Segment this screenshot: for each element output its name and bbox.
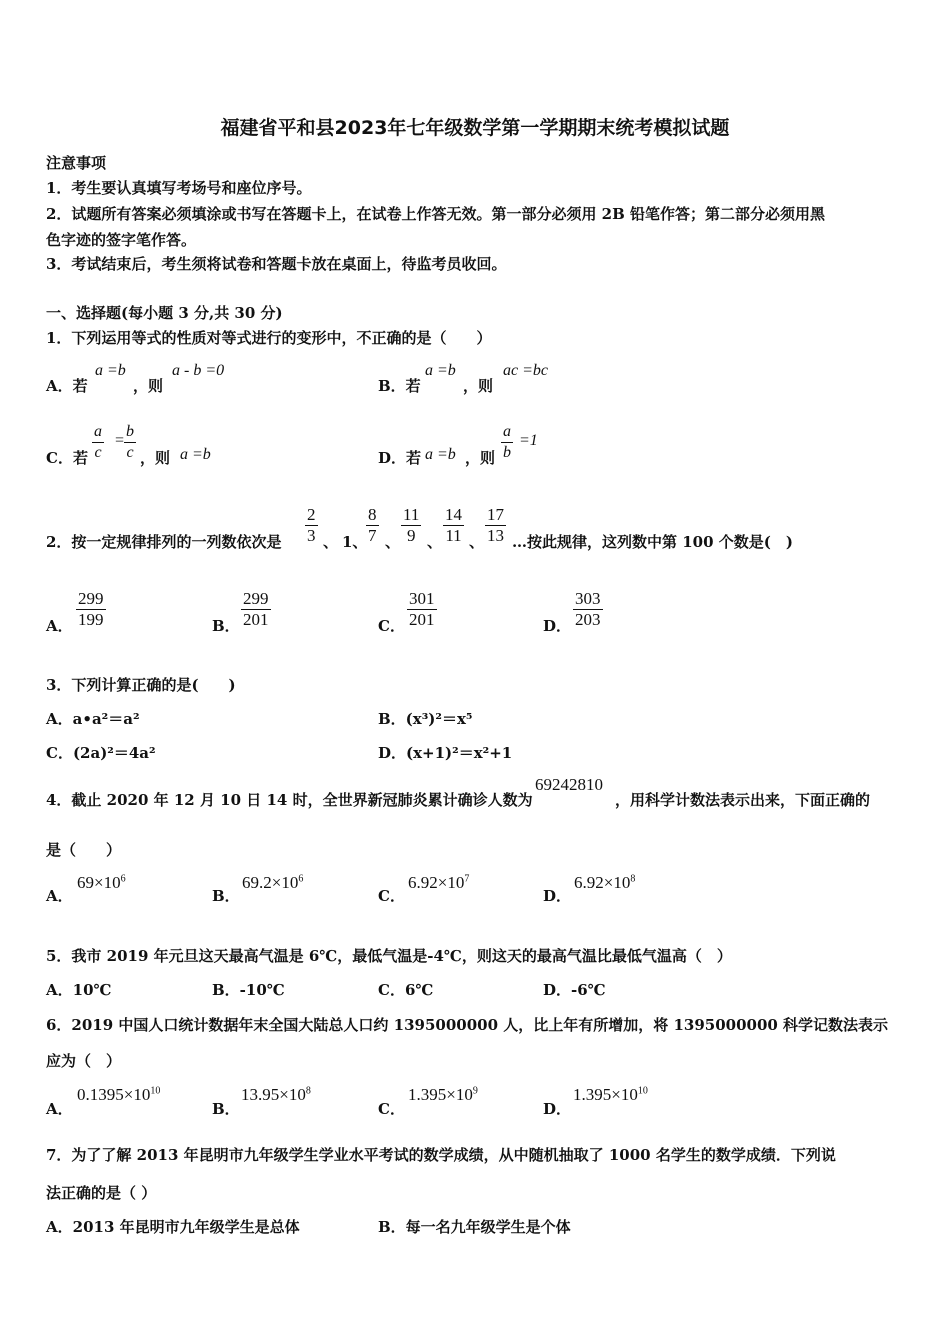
q2-seq-term: $\frac{11}{9}$ [403,505,420,545]
q6-option-b-value: $13.95\times 10^8$ [241,1085,311,1104]
q4-stem-line2: 是（ ） [46,841,122,859]
q1-option-a-result: a - b =0 [172,362,225,379]
q6-stem: 6．2019 中国人口统计数据年末全国大陆总人口约 1395000000 人，比上年有所增加，将 1395000000 科学记数法表示 [46,1016,889,1034]
q2-seq-term: $\frac{17}{13}$ [487,505,504,545]
q1-option-b-then: ，则 [463,377,494,395]
q4-option-d-value: $6.92\times 10^8$ [574,873,636,892]
q1-option-c-result: a =b [180,446,211,463]
q7-option-a: A．2013 年昆明市九年级学生是总体 [46,1218,300,1236]
q5-stem: 5．我市 2019 年元旦这天最高气温是 6℃，最低气温是-4℃，则这天的最高气温比最低气温高（ ） [46,947,732,965]
q2-stem: 2．按一定规律排列的一列数依次是 [46,533,282,551]
q2-option-d-value: $\frac{303}{203}$ [575,589,601,629]
q4-number: 69242810 [535,775,603,794]
q1-option-c-frac2: $\frac{b}{c}$ [126,423,134,461]
q7-stem: 7．为了了解 2013 年昆明市九年级学生学业水平考试的数学成绩，从中随机抽取了 1000 名学生的数学成绩．下列说 [46,1146,836,1164]
q3-option-b: B．(x³)²＝x⁵ [378,710,473,728]
q4-option-a-value: $69\times 10^6$ [77,873,126,892]
notice-item: 3．考试结束后，考生须将试卷和答题卡放在桌面上，待监考员收回。 [46,255,507,273]
q4-stem-end: ，用科学计数法表示出来，下面正确的 [615,791,871,809]
q1-option-c-then: ，则 [140,449,171,467]
q6-option-c-value: $1.395\times 10^9$ [408,1085,478,1104]
page-title: 福建省平和县2023年七年级数学第一学期期末统考模拟试题 [220,117,730,139]
q7-option-b: B．每一名九年级学生是个体 [378,1218,571,1236]
q3-stem: 3．下列计算正确的是( ) [46,676,236,694]
q5-option-a: A．10℃ [46,981,112,999]
q6-option-a-value: $0.1395\times 10^{10}$ [77,1085,161,1104]
q2-option-b-label: B． [212,617,240,635]
q2-option-c-value: $\frac{301}{201}$ [409,589,435,629]
q6-option-d-value: $1.395\times 10^{10}$ [573,1085,648,1104]
q6-option-c-label: C． [378,1100,405,1118]
q4-option-a-label: A． [46,887,73,905]
q2-separator: 、 [469,533,485,551]
q1-stem: 1．下列运用等式的性质对等式进行的变形中，不正确的是（ ） [46,329,492,347]
q2-option-d-label: D． [543,617,572,635]
q6-option-a-label: A． [46,1100,73,1118]
q4-option-c-value: $6.92\times 10^7$ [408,873,470,892]
q1-option-d-label: D．若 [378,449,422,467]
q2-separator: 、 [427,533,443,551]
q1-option-a-label: A．若 [46,377,88,395]
q3-option-c: C．(2a)²＝4a² [46,744,156,762]
q4-option-c-label: C． [378,887,405,905]
q1-option-a-cond: a =b [95,362,126,379]
q1-option-c-equals: = [114,432,125,449]
q2-stem-end: …按此规律，这列数中第 100 个数是( ) [512,533,793,551]
q4-option-b-value: $69.2\times 10^6$ [242,873,304,892]
q1-option-b-label: B．若 [378,377,421,395]
notice-heading: 注意事项 [46,154,107,172]
q1-option-d-cond: a =b [425,446,456,463]
q7-stem-line2: 法正确的是（ ） [46,1184,157,1202]
q1-option-b-result: ac =bc [503,362,548,379]
q2-option-c-label: C． [378,617,405,635]
q3-option-a: A．a•a²＝a² [46,710,140,728]
section-heading: 一、选择题(每小题 3 分,共 30 分) [46,304,283,322]
q5-option-c: C．6℃ [378,981,434,999]
q2-seq-term: $\frac{2}{3}$ [307,505,316,545]
q1-option-d-then: ，则 [465,449,496,467]
q1-option-d-frac: $\frac{a}{b}$ [503,423,511,461]
q4-option-b-label: B． [212,887,240,905]
notice-item: 色字迹的签字笔作答。 [46,231,197,249]
q2-seq-term: $\frac{8}{7}$ [368,505,377,545]
q1-option-d-result: =1 [519,432,538,449]
q5-option-b: B．-10℃ [212,981,285,999]
q2-separator: 、 [323,533,339,551]
q2-separator: 、 [385,533,401,551]
q4-option-d-label: D． [543,887,572,905]
q3-option-d: D．(x+1)²＝x²+1 [378,744,513,762]
q5-option-d: D．-6℃ [543,981,606,999]
notice-item: 2．试题所有答案必须填涂或书写在答题卡上，在试卷上作答无效。第一部分必须用 2B 铅笔作答；第二部分必须用黑 [46,205,826,223]
notice-item: 1．考生要认真填写考场号和座位序号。 [46,179,312,197]
q2-seq-term: $\frac{14}{11}$ [445,505,462,545]
q6-option-d-label: D． [543,1100,572,1118]
q2-option-a-value: $\frac{299}{199}$ [78,589,104,629]
q2-option-a-label: A． [46,617,73,635]
q4-stem: 4．截止 2020 年 12 月 10 日 14 时，全世界新冠肺炎累计确诊人数为 [46,791,533,809]
q2-seq-one: 1、 [342,533,368,551]
q1-option-c-frac1: $\frac{a}{c}$ [94,423,102,461]
q1-option-c-label: C．若 [46,449,88,467]
q1-option-a-then: ，则 [133,377,164,395]
q6-stem-line2: 应为（ ） [46,1052,122,1070]
q1-option-b-cond: a =b [425,362,456,379]
q6-option-b-label: B． [212,1100,240,1118]
q2-option-b-value: $\frac{299}{201}$ [243,589,269,629]
